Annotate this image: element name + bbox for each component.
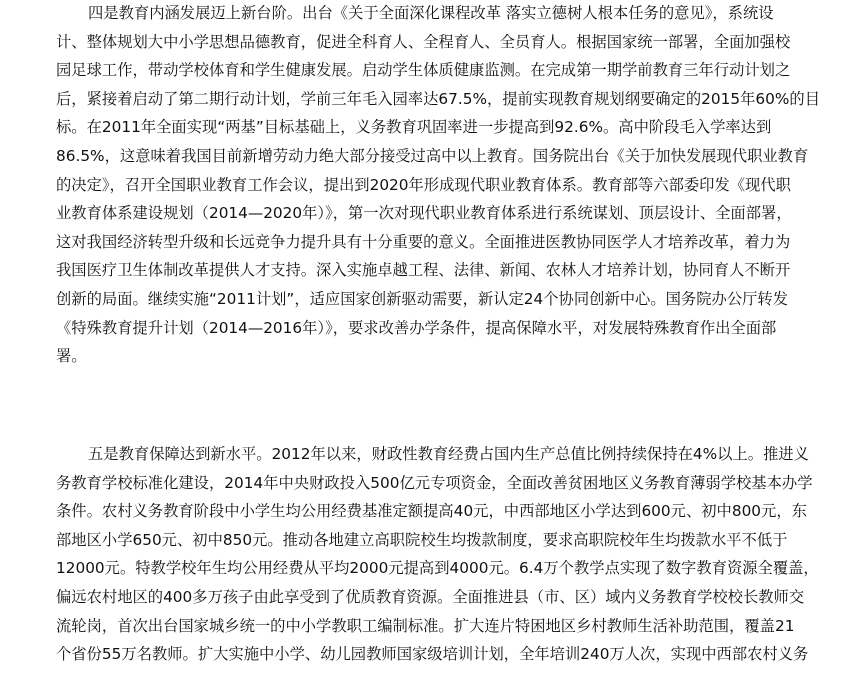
paragraph-line: 后，紧接着启动了第二期行动计划，学前三年毛入园率达67.5%，提前实现教育规划纲要确定的2015年60%的目: [56, 89, 820, 108]
paragraph-line: 务教育学校标准化建设，2014年中央财政投入500亿元专项资金，全面改善贫困地区义务教育薄弱学校基本办学: [56, 473, 813, 492]
paragraph-line: 流轮岗，首次出台国家城乡统一的中小学教职工编制标准。扩大连片特困地区乡村教师生活补助范围，覆盖21: [56, 616, 795, 635]
paragraph-line: 业教育体系建设规划（2014—2020年）》，第一次对现代职业教育体系进行系统谋划、顶层设计、全面部署，: [56, 204, 792, 223]
paragraph-line: 86.5%，这意味着我国目前新增劳动力绝大部分接受过高中以上教育。国务院出台《关于加快发展现代职业教育: [56, 146, 809, 165]
paragraph-education-guarantee: [56, 440, 846, 669]
paragraph-line: 偏远农村地区的400多万孩子由此享受到了优质教育资源。全面推进县（市、区）域内义务教育学校校长教师交: [56, 587, 805, 606]
paragraph-line: 《特殊教育提升计划（2014—2016年）》，要求改善办学条件，提高保障水平，对发展特殊教育作出全面部: [56, 318, 777, 337]
paragraph-education-connotation: [56, 0, 846, 371]
paragraph-line: 的决定》，召开全国职业教育工作会议，提出到2020年形成现代职业教育体系。教育部等六部委印发《现代职: [56, 175, 791, 194]
paragraph-line: 部地区小学650元、初中850元。推动各地建立高职院校生均拨款制度，要求高职院校年生均拨款水平不低于: [56, 530, 788, 549]
paragraph-line: 我国医疗卫生体制改革提供人才支持。深入实施卓越工程、法律、新闻、农林人才培养计划，协同育人不断开: [56, 261, 791, 280]
paragraph-line: 12000元。特教学校年生均公用经费从平均2000元提高到4000元。6.4万个教学点实现了数字教育资源全覆盖，: [56, 559, 819, 578]
paragraph-line: 五是教育保障达到新水平。2012年以来，财政性教育经费占国内生产总值比例持续保持在4%以上。推进义: [88, 445, 809, 463]
paragraph-line: 园足球工作，带动学校体育和学生健康发展。启动学生体质健康监测。在完成第一期学前教育三年行动计划之: [56, 61, 791, 80]
paragraph-line: 标。在2011年全面实现“两基”目标基础上，义务教育巩固率进一步提高到92.6%。高中阶段毛入学率达到: [56, 118, 772, 137]
paragraph-line: 四是教育内涵发展迈上新台阶。出台《关于全面深化课程改革 落实立德树人根本任务的意见》，系统设: [88, 4, 774, 22]
paragraph-line: 个省份55万名教师。扩大实施中小学、幼儿园教师国家级培训计划，全年培训240万人次，实现中西部农村义务: [56, 645, 809, 664]
paragraph-line: 署。: [56, 347, 87, 366]
paragraph-line: 条件。农村义务教育阶段中小学生均公用经费基准定额提高40元，中西部地区小学达到600元、初中800元，东: [56, 502, 807, 521]
paragraph-line: 创新的局面。继续实施“2011计划”，适应国家创新驱动需要，新认定24个协同创新中心。国务院办公厅转发: [56, 289, 789, 308]
paragraph-line: 这对我国经济转型升级和长远竞争力提升具有十分重要的意义。全面推进医教协同医学人才培养改革，着力为: [56, 232, 791, 251]
paragraph-line: 计、整体规划大中小学思想品德教育，促进全科育人、全程育人、全员育人。根据国家统一部署，全面加强校: [56, 32, 791, 51]
